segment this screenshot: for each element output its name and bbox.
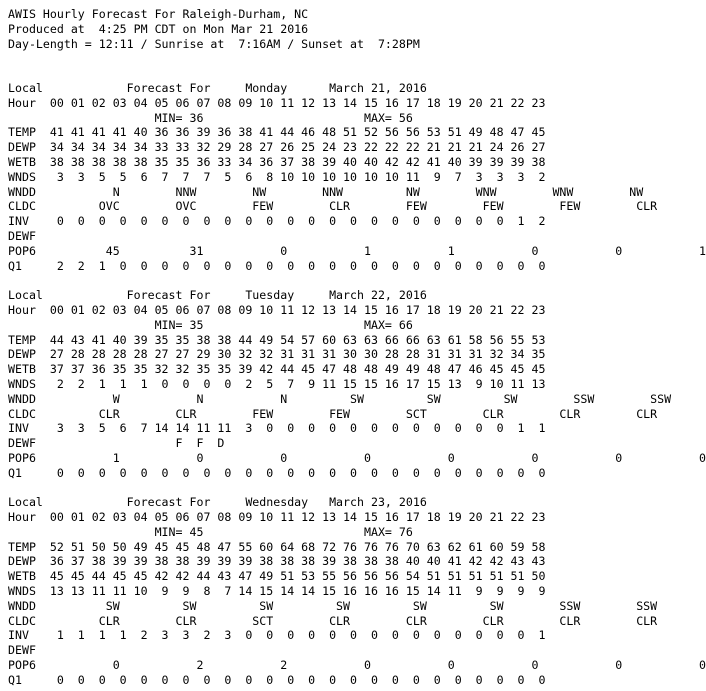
day3-cldc-row: CLDC CLR CLR SCT CLR CLR CLR CLR CLR [8,613,658,628]
day1-cldc-row: CLDC OVC OVC FEW CLR FEW FEW FEW CLR [8,199,658,214]
day3-wndd-row: WNDD SW SW SW SW SW SW SSW SSW [8,598,658,613]
day1-local-line: Local Forecast For Monday March 21, 2016 [8,80,427,95]
day2-wetb-row: WETB 37 37 36 35 35 32 32 35 35 39 42 44 45 47 48 48 49 49 48 47 46 45 45 45 [8,362,546,377]
day2-pop6-row: POP6 1 0 0 0 0 0 0 0 [8,450,706,465]
day2-cldc-row: CLDC CLR CLR FEW FEW SCT CLR CLR CLR [8,406,658,421]
blank-line [8,66,620,81]
produced-line: Produced at 4:25 PM CDT on Mon Mar 21 2016 [8,21,309,36]
day3-q1-row: Q1 0 0 0 0 0 0 0 0 0 0 0 0 0 0 0 0 0 0 0 0 0 0 0 0 [8,672,546,687]
day2-local-line: Local Forecast For Tuesday March 22, 2016 [8,288,427,303]
day3-local-line: Local Forecast For Wednesday March 23, 2016 [8,495,427,510]
day1-wndd-row: WNDD N NNW NW NNW NW WNW WNW NW [8,184,644,199]
day1-minmax-line: MIN= 36 MAX= 56 [8,110,413,125]
day1-temp-row: TEMP 41 41 41 41 40 36 36 39 36 38 41 44 46 48 51 52 56 56 53 51 49 48 47 45 [8,125,546,140]
day2-dewp-row: DEWP 27 28 28 28 28 27 27 29 30 32 32 31 31 31 30 30 28 28 31 31 31 32 34 35 [8,347,546,362]
day1-inv-row: INV 0 0 0 0 0 0 0 0 0 0 0 0 0 0 0 0 0 0 0 0 0 0 1 2 [8,214,546,229]
day2-wnds-row: WNDS 2 2 1 1 1 0 0 0 0 2 5 7 9 11 15 15 16 17 15 13 9 10 11 13 [8,376,546,391]
day3-dewp-row: DEWP 36 37 38 39 39 38 38 39 39 39 38 38 38 39 38 38 38 40 40 41 42 42 43 43 [8,554,546,569]
blank-line [8,481,620,496]
day1-dewf-row: DEWF [8,228,36,243]
day2-minmax-line: MIN= 35 MAX= 66 [8,317,413,332]
day1-q1-row: Q1 2 2 1 0 0 0 0 0 0 0 0 0 0 0 0 0 0 0 0 0 0 0 0 0 [8,258,546,273]
day2-q1-row: Q1 0 0 0 0 0 0 0 0 0 0 0 0 0 0 0 0 0 0 0 0 0 0 0 0 [8,465,546,480]
day1-wnds-row: WNDS 3 3 5 5 6 7 7 7 5 6 8 10 10 10 10 10 10 11 9 7 3 3 3 2 [8,169,546,184]
day3-minmax-line: MIN= 45 MAX= 76 [8,524,413,539]
day2-dewf-row: DEWF F F D [8,436,225,451]
report-title: AWIS Hourly Forecast For Raleigh-Durham, NC [8,7,309,21]
day1-dewp-row: DEWP 34 34 34 34 34 33 33 32 29 28 27 26 25 24 23 22 22 22 21 21 21 24 26 27 [8,140,546,155]
day1-pop6-row: POP6 45 31 0 1 1 0 0 1 [8,243,706,258]
day3-hour-row: Hour 00 01 02 03 04 05 06 07 08 09 10 11 12 13 14 15 16 17 18 19 20 21 22 23 [8,510,546,525]
day2-inv-row: INV 3 3 5 6 7 14 14 11 11 3 0 0 0 0 0 0 0 0 0 0 0 0 1 1 [8,421,546,436]
blank-line [8,273,620,288]
day2-wndd-row: WNDD W N N SW SW SW SSW SSW [8,391,672,406]
day3-wetb-row: WETB 45 45 44 45 45 42 42 44 43 47 49 51 53 55 56 56 56 54 51 51 51 51 51 50 [8,569,546,584]
day3-wnds-row: WNDS 13 13 11 11 10 9 9 8 7 14 15 14 14 15 16 16 16 15 14 11 9 9 9 9 [8,584,546,599]
day3-pop6-row: POP6 0 2 2 0 0 0 0 0 [8,658,706,673]
day3-inv-row: INV 1 1 1 1 2 3 3 2 3 0 0 0 0 0 0 0 0 0 0 0 0 0 0 1 [8,628,546,643]
blank-line [8,51,620,66]
day3-temp-row: TEMP 52 51 50 50 49 45 45 48 47 55 60 64 68 72 76 76 76 70 63 62 61 60 59 58 [8,539,546,554]
day1-hour-row: Hour 00 01 02 03 04 05 06 07 08 09 10 11 12 13 14 15 16 17 18 19 20 21 22 23 [8,95,546,110]
day-length-line: Day-Length = 12:11 / Sunrise at 7:16AM / Sunset at 7:28PM [8,36,420,51]
day3-dewf-row: DEWF [8,643,36,658]
day1-wetb-row: WETB 38 38 38 38 38 35 35 36 33 34 36 37 38 39 40 40 42 42 41 40 39 39 39 38 [8,154,546,169]
day2-hour-row: Hour 00 01 02 03 04 05 06 07 08 09 10 11 12 13 14 15 16 17 18 19 20 21 22 23 [8,302,546,317]
day2-temp-row: TEMP 44 43 41 40 39 35 35 38 38 44 49 54 57 60 63 63 66 66 63 61 58 56 55 53 [8,332,546,347]
